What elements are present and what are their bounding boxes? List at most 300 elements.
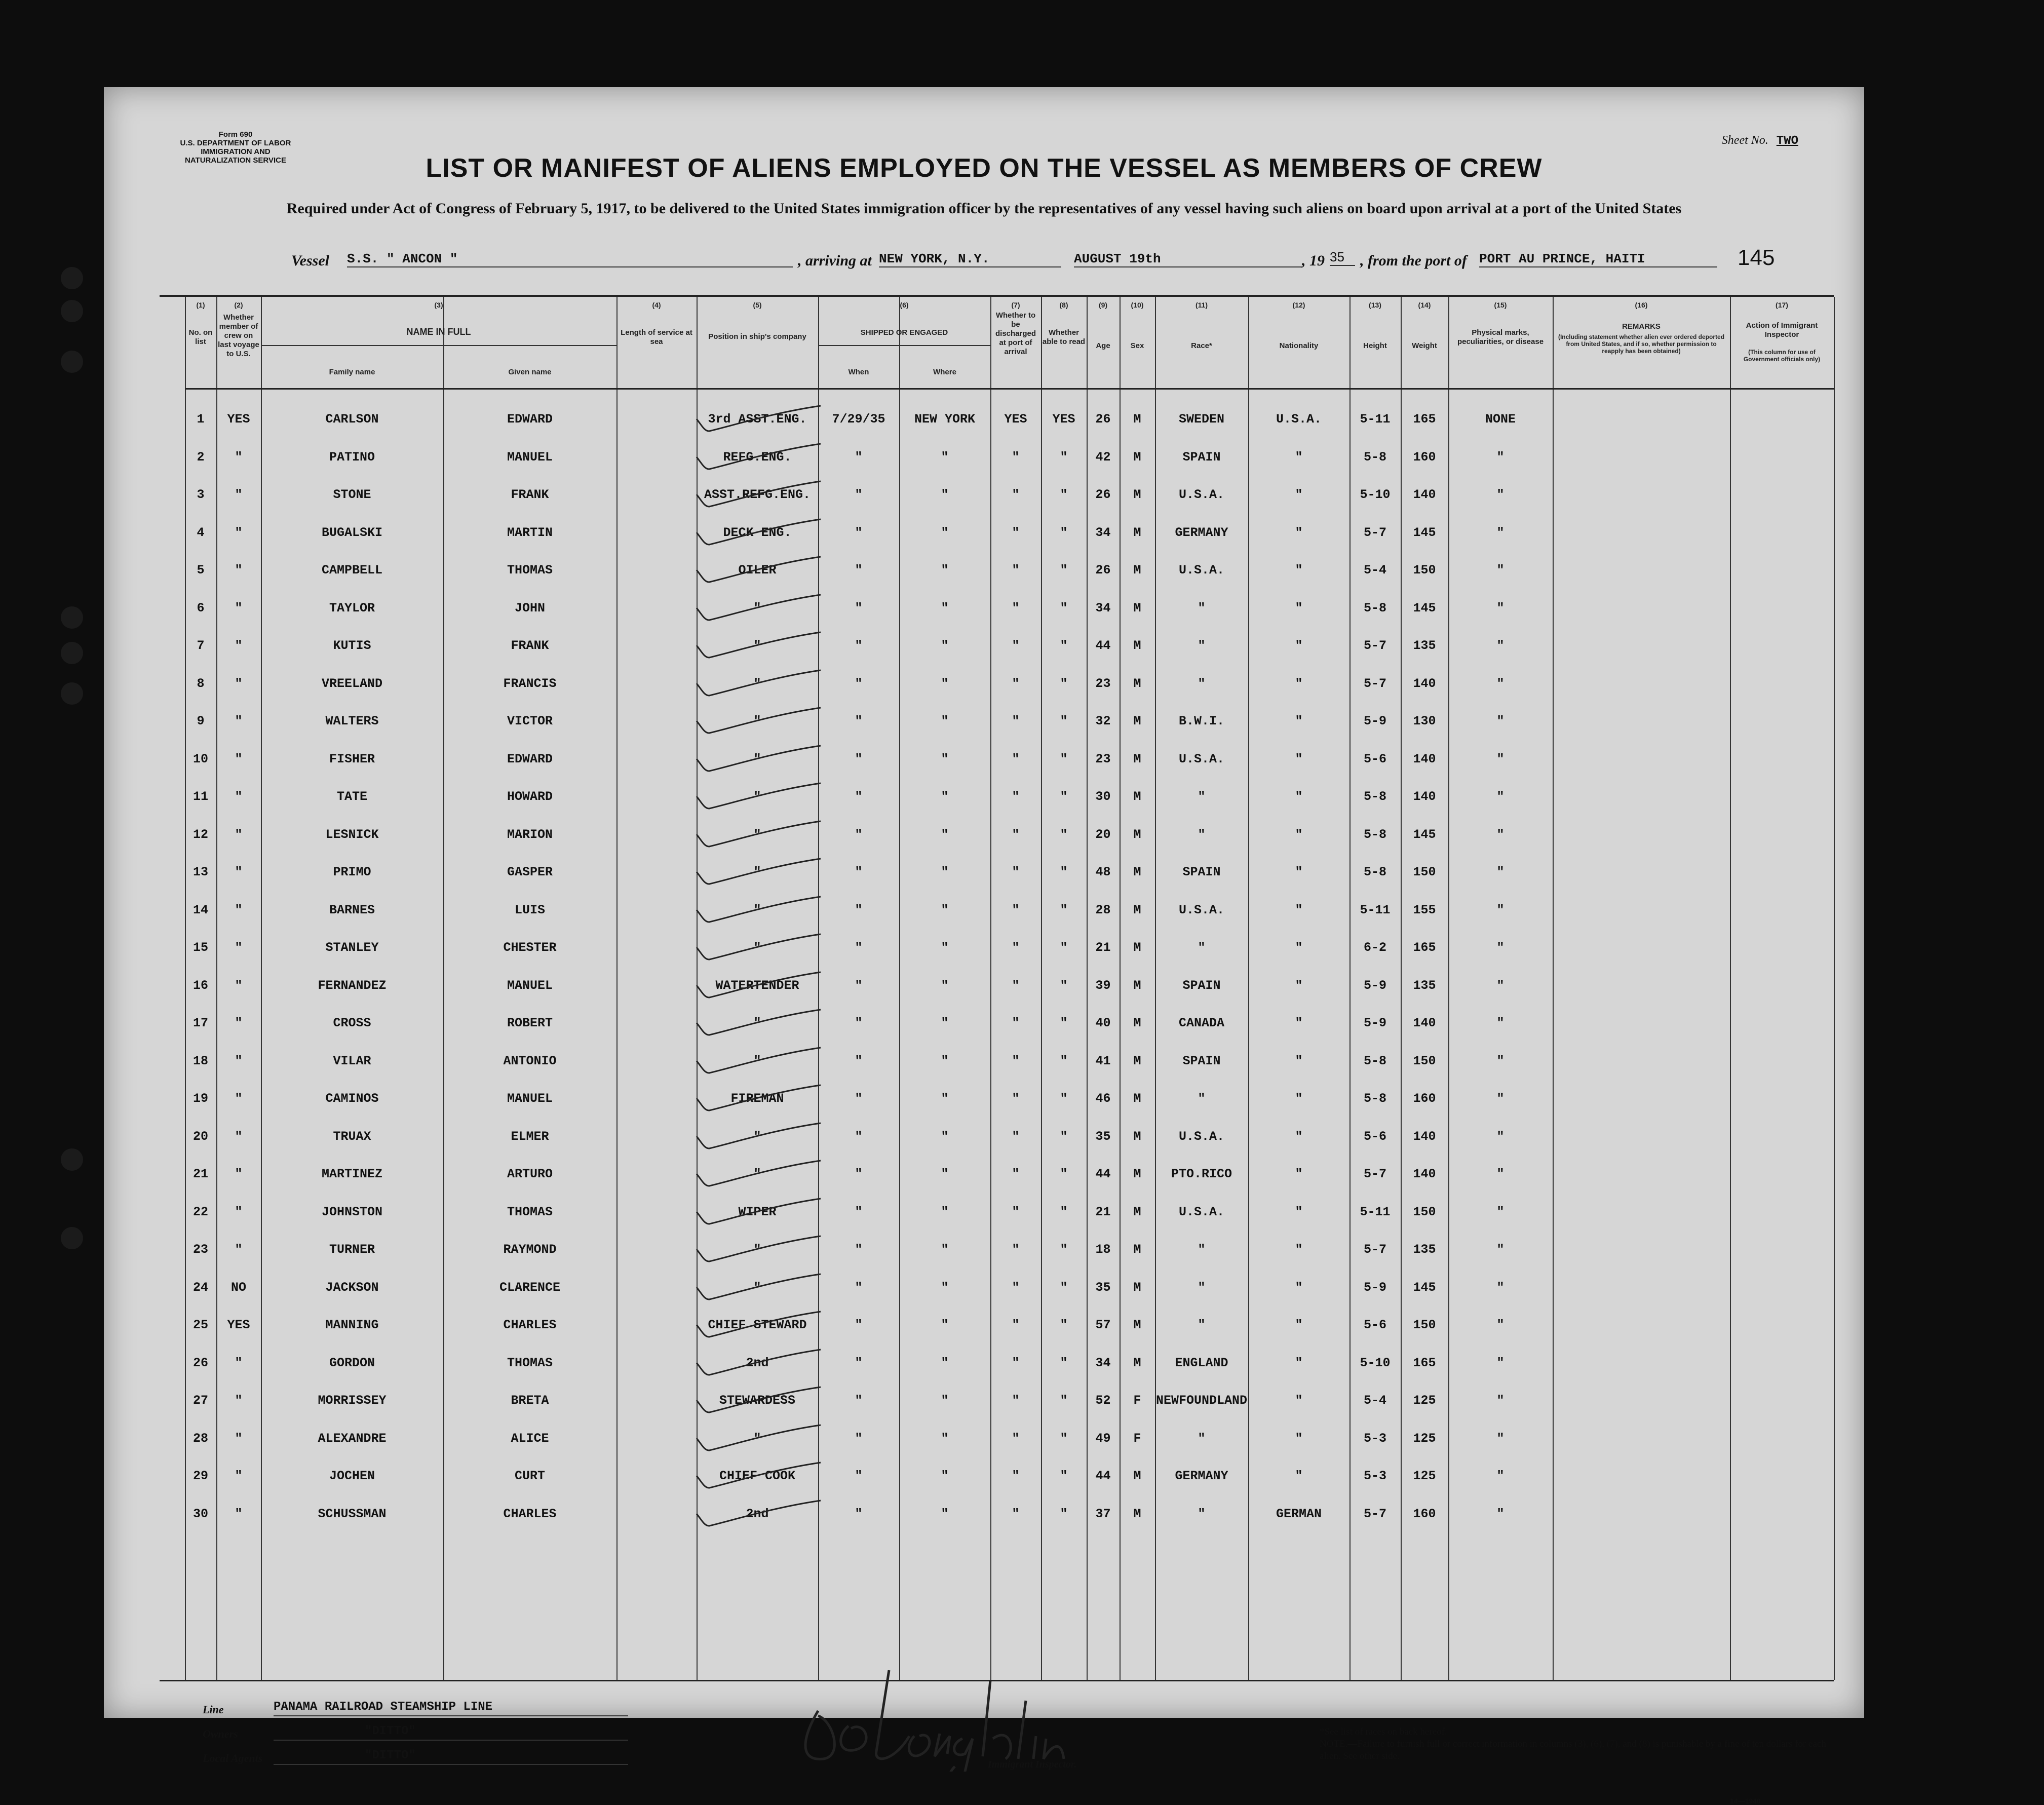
- cell-height: 5-6: [1363, 1129, 1386, 1144]
- cell-race: ": [1198, 827, 1206, 842]
- cell-marks: ": [1496, 1053, 1505, 1068]
- cell-given: FRANK: [511, 487, 549, 502]
- from-label: , from the port of: [1360, 252, 1467, 269]
- cell-marks: ": [1496, 525, 1505, 540]
- cell-prev: ": [235, 751, 243, 766]
- manifest-page: [104, 87, 1864, 1805]
- cell-age: 18: [1095, 1242, 1111, 1257]
- cell-race: ENGLAND: [1175, 1355, 1228, 1370]
- cell-disch: ": [1012, 1393, 1020, 1408]
- cell-weight: 135: [1413, 978, 1436, 993]
- cell-when: ": [855, 1167, 863, 1181]
- binder-hole: [61, 267, 83, 289]
- cell-age: 49: [1095, 1431, 1111, 1446]
- cell-no: 1: [197, 412, 205, 427]
- sheet-label: Sheet No.: [1721, 134, 1768, 147]
- cell-marks: ": [1496, 751, 1505, 766]
- cell-no: 12: [192, 827, 208, 842]
- cell-age: 52: [1095, 1393, 1111, 1408]
- departure-port: PORT AU PRINCE, HAITI: [1479, 251, 1717, 267]
- cell-no: 9: [197, 714, 205, 728]
- service-checkmark: [694, 971, 826, 1002]
- cell-where: ": [941, 449, 949, 465]
- header-sex: Sex: [1130, 341, 1144, 350]
- cell-prev: ": [235, 638, 243, 653]
- cell-no: 7: [197, 638, 205, 653]
- cell-position: ": [753, 714, 761, 728]
- binder-hole: [61, 682, 83, 705]
- cell-age: 21: [1095, 1204, 1111, 1219]
- cell-marks: ": [1496, 1091, 1505, 1106]
- cell-sex: M: [1133, 1280, 1141, 1295]
- cell-disch: ": [1012, 449, 1020, 465]
- binder-hole: [61, 642, 83, 664]
- cell-sex: M: [1133, 563, 1141, 578]
- cell-weight: 150: [1413, 563, 1436, 578]
- cell-race: ": [1198, 1506, 1206, 1521]
- table-row: [160, 552, 1834, 589]
- cell-prev: ": [235, 714, 243, 728]
- cell-prev: ": [235, 1204, 243, 1219]
- table-row: [160, 1457, 1834, 1495]
- cell-weight: 160: [1413, 1091, 1436, 1106]
- cell-age: 30: [1095, 789, 1111, 804]
- service-checkmark: [694, 669, 826, 700]
- cell-race: ": [1198, 600, 1206, 616]
- cell-no: 4: [197, 525, 205, 540]
- cell-read: ": [1060, 1355, 1068, 1370]
- cell-family: KUTIS: [333, 638, 371, 653]
- cell-height: 5-7: [1363, 525, 1386, 540]
- cell-sex: M: [1133, 1469, 1141, 1483]
- service-checkmark: [694, 631, 826, 662]
- cell-height: 6-2: [1363, 940, 1386, 955]
- cell-prev: ": [235, 1016, 243, 1030]
- department-name: U.S. DEPARTMENT OF LABOR: [180, 139, 291, 147]
- header-name-in-full: NAME IN FULL: [406, 327, 471, 337]
- cell-when: ": [855, 1204, 863, 1219]
- cell-given: GASPER: [507, 865, 553, 879]
- cell-prev: ": [235, 563, 243, 578]
- cell-where: ": [941, 1242, 949, 1257]
- cell-nat: ": [1295, 600, 1303, 616]
- cell-marks: ": [1496, 449, 1505, 465]
- cell-given: ALICE: [511, 1431, 549, 1446]
- table-row: [160, 665, 1834, 703]
- cell-read: ": [1060, 600, 1068, 616]
- cell-read: ": [1060, 1469, 1068, 1483]
- col-num-5: (5): [753, 301, 762, 309]
- agents-value: "DITTO": [274, 1749, 628, 1765]
- cell-no: 29: [192, 1469, 208, 1483]
- header-remarks-note: (Including statement whether alien ever ordered deported from United States, and if so, whether permission to reapply has been obtained): [1558, 333, 1725, 355]
- arriving-label: , arriving at: [798, 252, 872, 269]
- cell-race: ": [1198, 1431, 1206, 1446]
- cell-sex: M: [1133, 940, 1141, 955]
- cell-age: 26: [1095, 563, 1111, 578]
- manifest-subtitle: Required under Act of Congress of February 5, 1917, to be delivered to the United States immigration officer by the representatives of any vessel having such aliens on board upon arrival at a port of the United States: [286, 200, 1682, 217]
- vessel-name: S.S. " ANCON ": [347, 251, 793, 267]
- cell-height: 5-3: [1363, 1469, 1386, 1483]
- header-where: Where: [933, 368, 956, 376]
- cell-family: CAMPBELL: [321, 563, 383, 578]
- cell-sex: M: [1133, 714, 1141, 728]
- cell-when: ": [855, 1393, 863, 1408]
- cell-where: ": [941, 1431, 949, 1446]
- cell-sex: M: [1133, 1053, 1141, 1068]
- cell-position: STEWARDESS: [719, 1393, 796, 1408]
- cell-age: 21: [1095, 940, 1111, 955]
- arrival-date: AUGUST 19th: [1074, 251, 1302, 267]
- cell-race: ": [1198, 1242, 1206, 1257]
- cell-no: 6: [197, 600, 205, 616]
- manifest-title: LIST OR MANIFEST OF ALIENS EMPLOYED ON THE VESSEL AS MEMBERS OF CREW: [426, 153, 1542, 183]
- cell-position: ": [753, 1167, 761, 1181]
- cell-where: ": [941, 1280, 949, 1295]
- cell-height: 5-11: [1360, 902, 1391, 917]
- table-row: [160, 439, 1834, 476]
- service-checkmark: [694, 1160, 826, 1190]
- cell-no: 27: [192, 1393, 208, 1408]
- cell-nat: ": [1295, 1469, 1303, 1483]
- service-checkmark: [694, 896, 826, 926]
- cell-sex: M: [1133, 1204, 1141, 1219]
- cell-race: U.S.A.: [1178, 487, 1224, 502]
- service-checkmark: [694, 1462, 826, 1492]
- cell-race: B.W.I.: [1178, 714, 1224, 728]
- cell-family: VREELAND: [321, 676, 383, 691]
- cell-where: NEW YORK: [914, 412, 976, 427]
- cell-sex: M: [1133, 1016, 1141, 1030]
- cell-family: BARNES: [329, 902, 375, 917]
- cell-weight: 125: [1413, 1469, 1436, 1483]
- cell-race: U.S.A.: [1178, 1129, 1224, 1144]
- table-row: [160, 816, 1834, 854]
- cell-family: LESNICK: [325, 827, 379, 842]
- cell-sex: M: [1133, 1091, 1141, 1106]
- cell-given: EDWARD: [507, 412, 553, 427]
- cell-prev: ": [235, 600, 243, 616]
- cell-height: 5-6: [1363, 751, 1386, 766]
- binder-hole: [61, 606, 83, 629]
- cell-where: ": [941, 1016, 949, 1030]
- cell-marks: ": [1496, 1129, 1505, 1144]
- cell-sex: M: [1133, 789, 1141, 804]
- cell-disch: ": [1012, 1016, 1020, 1030]
- cell-weight: 145: [1413, 600, 1436, 616]
- cell-weight: 160: [1413, 1506, 1436, 1521]
- header-height: Height: [1363, 341, 1387, 350]
- cell-position: 2nd: [746, 1506, 769, 1521]
- cell-marks: ": [1496, 1431, 1505, 1446]
- cell-where: ": [941, 1129, 949, 1144]
- table-row: [160, 401, 1834, 438]
- cell-disch: ": [1012, 1318, 1020, 1332]
- cell-where: ": [941, 638, 949, 653]
- cell-no: 3: [197, 487, 205, 502]
- cell-where: ": [941, 1506, 949, 1521]
- col-num-12: (12): [1292, 301, 1305, 309]
- cell-family: BUGALSKI: [321, 525, 383, 540]
- cell-given: ANTONIO: [503, 1053, 557, 1068]
- header-inspector-note: (This column for use of Government officials only): [1743, 349, 1821, 363]
- cell-given: ELMER: [511, 1129, 549, 1144]
- cell-sex: M: [1133, 676, 1141, 691]
- cell-weight: 140: [1413, 487, 1436, 502]
- table-row: [160, 892, 1834, 929]
- table-row: [160, 1156, 1834, 1193]
- header-no-on-list: No. on list: [188, 328, 213, 346]
- cell-when: ": [855, 865, 863, 879]
- cell-nat: ": [1295, 676, 1303, 691]
- cell-given: THOMAS: [507, 1204, 553, 1219]
- cell-family: FISHER: [329, 751, 375, 766]
- cell-nat: ": [1295, 827, 1303, 842]
- line-value: PANAMA RAILROAD STEAMSHIP LINE: [274, 1700, 628, 1716]
- cell-family: SCHUSSMAN: [318, 1506, 387, 1521]
- cell-race: SPAIN: [1182, 1053, 1221, 1068]
- cell-disch: ": [1012, 1242, 1020, 1257]
- cell-nat: ": [1295, 1318, 1303, 1332]
- cell-race: SPAIN: [1182, 865, 1221, 879]
- races-note: *See list of races on back hereof.: [1320, 1726, 1447, 1737]
- cell-age: 39: [1095, 978, 1111, 993]
- cell-no: 11: [192, 789, 208, 804]
- cell-marks: ": [1496, 1393, 1505, 1408]
- cell-marks: ": [1496, 1204, 1505, 1219]
- cell-given: CHARLES: [503, 1506, 557, 1521]
- form-code: 14—1940: [1730, 1797, 1761, 1805]
- cell-age: 23: [1095, 676, 1111, 691]
- cell-when: ": [855, 1355, 863, 1370]
- cell-given: MANUEL: [507, 1091, 553, 1106]
- cell-no: 15: [192, 940, 208, 955]
- cell-disch: YES: [1004, 412, 1027, 427]
- crew-table: [160, 295, 1834, 1681]
- service-checkmark: [694, 933, 826, 964]
- cell-when: ": [855, 789, 863, 804]
- cell-race: SPAIN: [1182, 978, 1221, 993]
- cell-sex: M: [1133, 1129, 1141, 1144]
- cell-weight: 135: [1413, 1242, 1436, 1257]
- cell-marks: ": [1496, 1355, 1505, 1370]
- service-checkmark: [694, 556, 826, 586]
- cell-disch: ": [1012, 1280, 1020, 1295]
- cell-where: ": [941, 1167, 949, 1181]
- cell-sex: M: [1133, 1242, 1141, 1257]
- service-checkmark: [694, 443, 826, 473]
- cell-read: ": [1060, 1242, 1068, 1257]
- cell-given: BRETA: [511, 1393, 549, 1408]
- cell-weight: 160: [1413, 449, 1436, 465]
- cell-nat: ": [1295, 751, 1303, 766]
- col-num-4: (4): [652, 301, 661, 309]
- cell-prev: ": [235, 902, 243, 917]
- cell-age: 44: [1095, 1469, 1111, 1483]
- cell-prev: NO: [230, 1280, 246, 1295]
- cell-read: ": [1060, 714, 1068, 728]
- cell-marks: ": [1496, 1016, 1505, 1030]
- cell-where: ": [941, 751, 949, 766]
- cell-race: ": [1198, 638, 1206, 653]
- cell-family: CARLSON: [325, 412, 379, 427]
- cell-prev: ": [235, 1355, 243, 1370]
- cell-disch: ": [1012, 1431, 1020, 1446]
- table-row: [160, 1345, 1834, 1382]
- form-number: Form 690: [218, 130, 253, 139]
- cell-read: ": [1060, 978, 1068, 993]
- service-name: IMMIGRATION AND NATURALIZATION SERVICE: [184, 147, 286, 165]
- cell-position: ": [753, 902, 761, 917]
- cell-sex: M: [1133, 412, 1141, 427]
- header-remarks: REMARKS: [1622, 322, 1661, 331]
- cell-read: ": [1060, 449, 1068, 465]
- cell-given: FRANK: [511, 638, 549, 653]
- cell-marks: ": [1496, 1280, 1505, 1295]
- cell-when: ": [855, 1129, 863, 1144]
- cell-age: 28: [1095, 902, 1111, 917]
- cell-marks: ": [1496, 827, 1505, 842]
- header-length-of-service: Length of service at sea: [621, 328, 692, 346]
- table-row: [160, 741, 1834, 778]
- service-checkmark: [694, 782, 826, 813]
- cell-age: 34: [1095, 525, 1111, 540]
- cell-given: CLARENCE: [499, 1280, 561, 1295]
- cell-nat: ": [1295, 1280, 1303, 1295]
- cell-given: LUIS: [514, 902, 545, 917]
- line-label: Line: [203, 1703, 224, 1716]
- cell-family: JACKSON: [325, 1280, 379, 1295]
- cell-marks: ": [1496, 638, 1505, 653]
- cell-weight: 125: [1413, 1393, 1436, 1408]
- cell-marks: ": [1496, 1318, 1505, 1332]
- cell-prev: ": [235, 449, 243, 465]
- cell-read: YES: [1052, 412, 1075, 427]
- header-previous-voyage: Whether member of crew on last voyage to U.S.: [218, 313, 259, 358]
- cell-sex: M: [1133, 827, 1141, 842]
- cell-given: ROBERT: [507, 1016, 553, 1030]
- table-row: [160, 929, 1834, 967]
- cell-read: ": [1060, 1280, 1068, 1295]
- cell-prev: ": [235, 487, 243, 502]
- header-nationality: Nationality: [1279, 341, 1319, 350]
- table-row: [160, 1194, 1834, 1231]
- service-checkmark: [694, 1500, 826, 1530]
- cell-prev: ": [235, 525, 243, 540]
- cell-marks: ": [1496, 865, 1505, 879]
- cell-height: 5-8: [1363, 600, 1386, 616]
- cell-nat: ": [1295, 1431, 1303, 1446]
- cell-family: JOCHEN: [329, 1469, 375, 1483]
- cell-disch: ": [1012, 1053, 1020, 1068]
- cell-disch: ": [1012, 600, 1020, 616]
- cell-height: 5-11: [1360, 1204, 1391, 1219]
- cell-height: 5-8: [1363, 789, 1386, 804]
- cell-marks: ": [1496, 600, 1505, 616]
- cell-family: STANLEY: [325, 940, 379, 955]
- cell-weight: 140: [1413, 751, 1436, 766]
- cell-given: JOHN: [514, 600, 545, 616]
- cell-read: ": [1060, 1129, 1068, 1144]
- cell-height: 5-9: [1363, 714, 1386, 728]
- cell-race: ": [1198, 1280, 1206, 1295]
- cell-age: 32: [1095, 714, 1111, 728]
- cell-when: ": [855, 525, 863, 540]
- cell-read: ": [1060, 1393, 1068, 1408]
- cell-when: ": [855, 1469, 863, 1483]
- binder-hole: [61, 1227, 83, 1249]
- cell-read: ": [1060, 1053, 1068, 1068]
- cell-when: ": [855, 1016, 863, 1030]
- owners-value: "DITTO": [274, 1724, 628, 1741]
- header-shipped-engaged: SHIPPED OR ENGAGED: [860, 328, 948, 337]
- cell-when: ": [855, 1506, 863, 1521]
- cell-prev: ": [235, 676, 243, 691]
- cell-when: ": [855, 676, 863, 691]
- cell-marks: ": [1496, 1242, 1505, 1257]
- cell-when: ": [855, 940, 863, 955]
- cell-no: 8: [197, 676, 205, 691]
- table-row: [160, 1420, 1834, 1457]
- col-num-16: (16): [1635, 301, 1648, 309]
- cell-no: 14: [192, 902, 208, 917]
- cell-when: ": [855, 902, 863, 917]
- cell-disch: ": [1012, 940, 1020, 955]
- cell-position: ": [753, 1129, 761, 1144]
- service-checkmark: [694, 1424, 826, 1454]
- cell-disch: ": [1012, 1129, 1020, 1144]
- cell-height: 5-6: [1363, 1318, 1386, 1332]
- cell-where: ": [941, 827, 949, 842]
- cell-no: 19: [192, 1091, 208, 1106]
- cell-height: 5-8: [1363, 865, 1386, 879]
- cell-read: ": [1060, 902, 1068, 917]
- col-num-1: (1): [196, 301, 205, 309]
- cell-height: 5-10: [1360, 487, 1391, 502]
- table-row: [160, 1495, 1834, 1533]
- cell-position: 3rd ASST.ENG.: [708, 412, 807, 427]
- cell-prev: ": [235, 1469, 243, 1483]
- table-row: [160, 476, 1834, 514]
- cell-family: ALEXANDRE: [318, 1431, 387, 1446]
- cell-age: 44: [1095, 638, 1111, 653]
- cell-position: ": [753, 751, 761, 766]
- cell-when: ": [855, 1053, 863, 1068]
- cell-no: 2: [197, 449, 205, 465]
- cell-no: 16: [192, 978, 208, 993]
- cell-position: ": [753, 1431, 761, 1446]
- cell-sex: M: [1133, 449, 1141, 465]
- cell-height: 5-7: [1363, 638, 1386, 653]
- cell-sex: M: [1133, 487, 1141, 502]
- cell-weight: 165: [1413, 412, 1436, 427]
- cell-where: ": [941, 978, 949, 993]
- cell-when: ": [855, 1091, 863, 1106]
- cell-nat: ": [1295, 1355, 1303, 1370]
- header-able-to-read: Whether able to read: [1042, 328, 1086, 346]
- cell-nat: ": [1295, 940, 1303, 955]
- cell-weight: 140: [1413, 1167, 1436, 1181]
- cell-sex: M: [1133, 638, 1141, 653]
- cell-no: 17: [192, 1016, 208, 1030]
- cell-given: RAYMOND: [503, 1242, 557, 1257]
- cell-marks: ": [1496, 563, 1505, 578]
- cell-age: 26: [1095, 412, 1111, 427]
- header-age: Age: [1096, 341, 1110, 350]
- cell-read: ": [1060, 525, 1068, 540]
- cell-family: GORDON: [329, 1355, 375, 1370]
- table-row: [160, 590, 1834, 627]
